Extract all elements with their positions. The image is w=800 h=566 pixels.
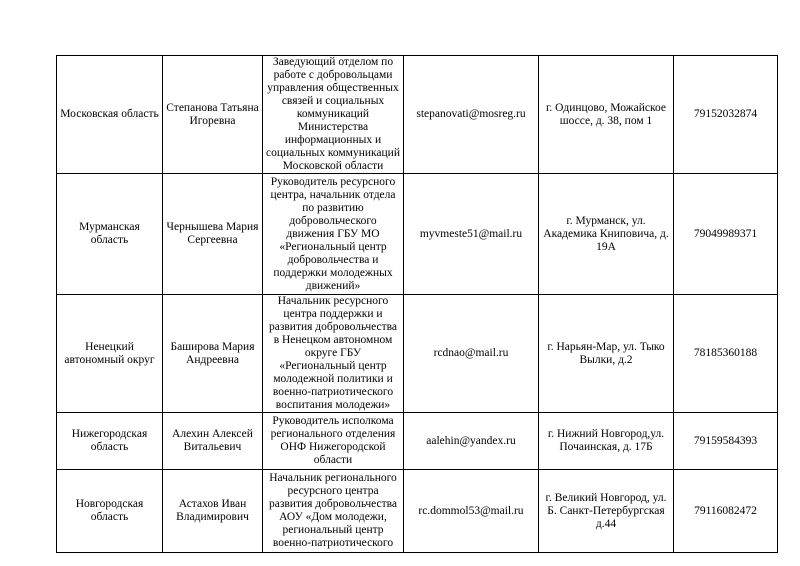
table-row [57, 413, 778, 470]
region-cell: Ненецкий автономный округ [57, 295, 163, 413]
email-cell: myvmeste51@mail.ru [404, 174, 539, 295]
email-cell: rcdnao@mail.ru [404, 295, 539, 413]
phone-cell: 79116082472 [674, 470, 778, 553]
region-cell: Нижегородская область [57, 413, 163, 470]
address-cell: г. Нарьян-Мар, ул. Тыко Вылки, д.2 [539, 295, 674, 413]
email-cell: aalehin@yandex.ru [404, 413, 539, 470]
phone-cell: 79049989371 [674, 174, 778, 295]
name-cell: Баширова Мария Андреевна [163, 295, 263, 413]
email-cell: rc.dommol53@mail.ru [404, 470, 539, 553]
name-cell: Астахов Иван Владимирович [163, 470, 263, 553]
table-row [57, 174, 778, 295]
table-row [57, 56, 778, 174]
address-cell: г. Мурманск, ул. Академика Книповича, д. 19А [539, 174, 674, 295]
position-cell: Начальник регионального ресурсного центра развития добровольчества АОУ «Дом молодежи, региональный центр военно-патриотического [263, 470, 404, 553]
contacts-table [56, 55, 778, 553]
address-cell: г. Одинцово, Можайское шоссе, д. 38, пом 1 [539, 56, 674, 174]
position-cell: Руководитель исполкома регионального отделения ОНФ Нижегородской области [263, 413, 404, 470]
table-row [57, 295, 778, 413]
address-cell: г. Нижний Новгород,ул. Почаинская, д. 17Б [539, 413, 674, 470]
phone-cell: 78185360188 [674, 295, 778, 413]
name-cell: Алехин Алексей Витальевич [163, 413, 263, 470]
name-cell: Чернышева Мария Сергеевна [163, 174, 263, 295]
region-cell: Московская область [57, 56, 163, 174]
email-cell: stepanovati@mosreg.ru [404, 56, 539, 174]
contacts-table-body [57, 56, 778, 553]
position-cell: Начальник ресурсного центра поддержки и развития добровольчества в Ненецком автономном округе ГБУ «Региональный центр молодежной политики и военно-патриотического воспитания молодежи» [263, 295, 404, 413]
region-cell: Мурманская область [57, 174, 163, 295]
position-cell: Руководитель ресурсного центра, начальник отдела по развитию добровольческого движения ГБУ МО «Региональный центр добровольчества и поддержки молодежных движений» [263, 174, 404, 295]
region-cell: Новгородская область [57, 470, 163, 553]
table-row [57, 470, 778, 553]
phone-cell: 79159584393 [674, 413, 778, 470]
position-cell: Заведующий отделом по работе с добровольцами управления общественных связей и социальных коммуникаций Министерства информационных и социальных коммуникаций Московской области [263, 56, 404, 174]
phone-cell: 79152032874 [674, 56, 778, 174]
name-cell: Степанова Татьяна Игоревна [163, 56, 263, 174]
address-cell: г. Великий Новгород, ул. Б. Санкт-Петербургская д.44 [539, 470, 674, 553]
